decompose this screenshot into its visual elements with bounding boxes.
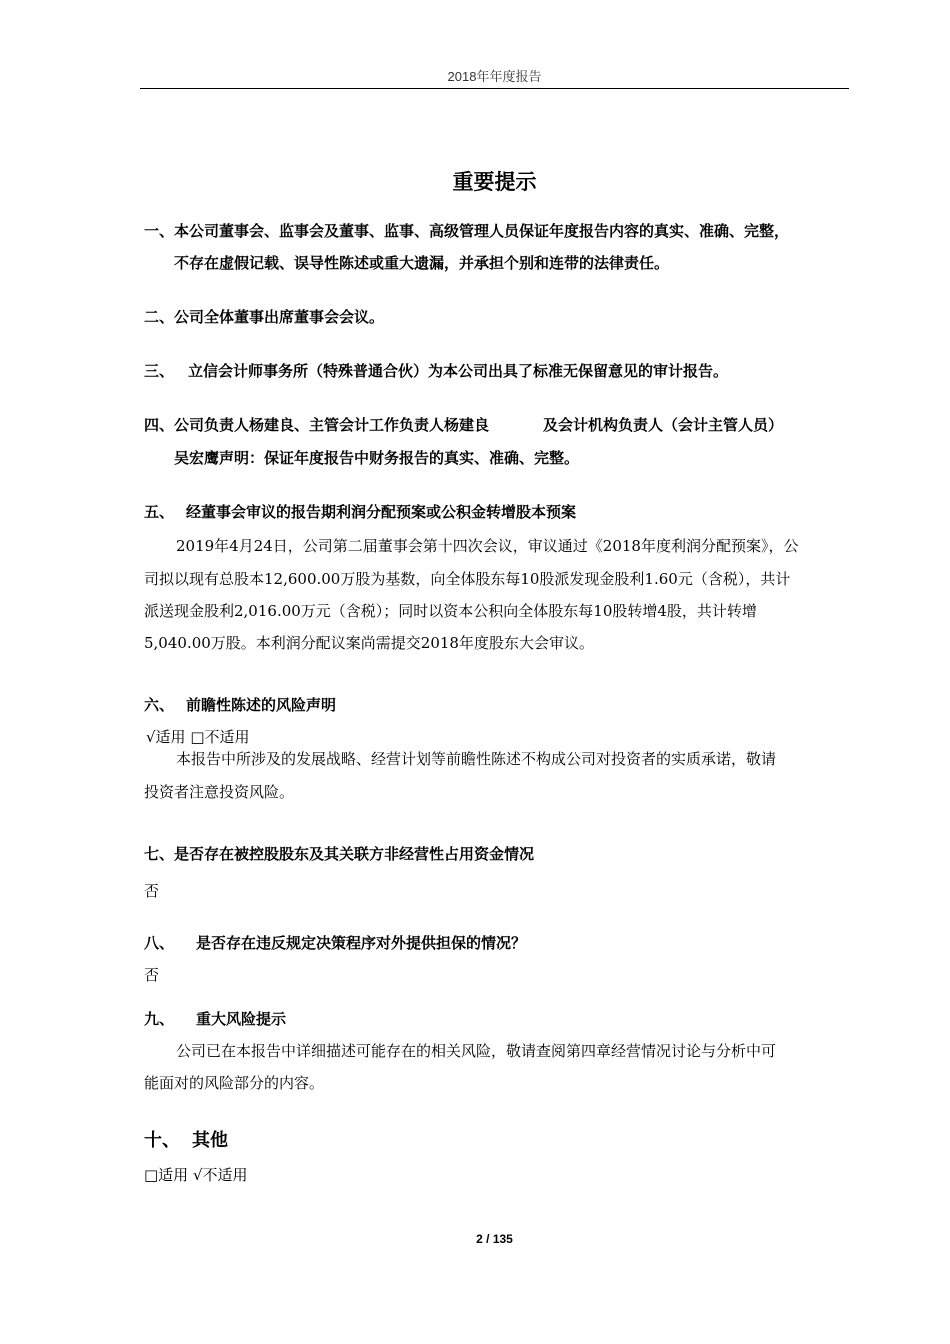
section-3-number: 三、 — [144, 362, 175, 380]
section-1-line-2: 不存在虚假记载、误导性陈述或重大遗漏，并承担个别和连带的法律责任。 — [174, 254, 670, 272]
section-5-paragraph-line-4: 5,040.00万股。本利润分配议案尚需提交2018年度股东大会审议。 — [144, 634, 594, 652]
page-title: 重要提示 — [452, 170, 537, 194]
section-4-part-1: 四、公司负责人杨建良、主管会计工作负责人杨建良 — [144, 416, 490, 434]
section-8-number: 八、 — [144, 934, 175, 952]
section-8-heading — [144, 932, 526, 953]
section-8-title: 是否存在违反规定决策程序对外提供担保的情况？ — [196, 934, 527, 952]
section-1-line-1: 一、本公司董事会、监事会及董事、监事、高级管理人员保证年度报告内容的真实、准确、完整， — [144, 222, 790, 240]
section-9-paragraph-line-2: 能面对的风险部分的内容。 — [144, 1074, 325, 1092]
section-9-title: 重大风险提示 — [196, 1010, 287, 1028]
section-5-heading — [144, 501, 576, 522]
section-7-answer: 否 — [144, 882, 160, 900]
section-3-text: 立信会计师事务所（特殊普通合伙）为本公司出具了标准无保留意见的审计报告。 — [188, 362, 729, 380]
section-10-title: 其他 — [192, 1130, 228, 1151]
section-8-answer: 否 — [144, 966, 160, 984]
running-header: 2018年年度报告 — [447, 69, 542, 84]
section-5-number: 五、 — [144, 503, 175, 521]
section-6-title: 前瞻性陈述的风险声明 — [186, 696, 337, 714]
section-9-paragraph-line-1: 公司已在本报告中详细描述可能存在的相关风险，敬请查阅第四章经营情况讨论与分析中可 — [176, 1042, 777, 1060]
section-3 — [144, 360, 728, 381]
section-5-paragraph-line-1: 2019年4月24日，公司第二届董事会第十四次会议，审议通过《2018年度利润分配预案》，公 — [176, 537, 799, 555]
section-7-heading: 七、是否存在被控股股东及其关联方非经营性占用资金情况 — [144, 845, 535, 863]
section-4-line-2: 吴宏鹰声明：保证年度报告中财务报告的真实、准确、完整。 — [174, 449, 580, 467]
section-9-heading — [144, 1008, 286, 1029]
section-10-number: 十、 — [144, 1130, 180, 1151]
section-9-number: 九、 — [144, 1010, 175, 1028]
section-4-line-1 — [144, 414, 783, 435]
section-6-number: 六、 — [144, 696, 175, 714]
section-6-paragraph-line-2: 投资者注意投资风险。 — [144, 783, 295, 801]
section-2: 二、公司全体董事出席董事会会议。 — [144, 308, 385, 326]
section-5-paragraph-line-2: 司拟以现有总股本12,600.00万股为基数，向全体股东每10股派发现金股利1.60元（含税），共计 — [144, 570, 791, 588]
section-4-part-2: 及会计机构负责人（会计主管人员） — [543, 416, 784, 434]
section-6-applicability: √适用 □不适用 — [146, 728, 250, 746]
header-rule — [140, 88, 849, 89]
section-10-heading — [144, 1126, 228, 1152]
section-5-paragraph-line-3: 派送现金股利2,016.00万元（含税）；同时以资本公积向全体股东每10股转增4股，共计转增 — [144, 602, 757, 620]
page-number: 2 / 135 — [476, 1232, 513, 1246]
section-10-applicability: □适用 √不适用 — [144, 1166, 248, 1184]
section-5-title: 经董事会审议的报告期利润分配预案或公积金转增股本预案 — [186, 503, 577, 521]
section-6-paragraph-line-1: 本报告中所涉及的发展战略、经营计划等前瞻性陈述不构成公司对投资者的实质承诺，敬请 — [176, 750, 777, 768]
section-6-heading — [144, 694, 336, 715]
